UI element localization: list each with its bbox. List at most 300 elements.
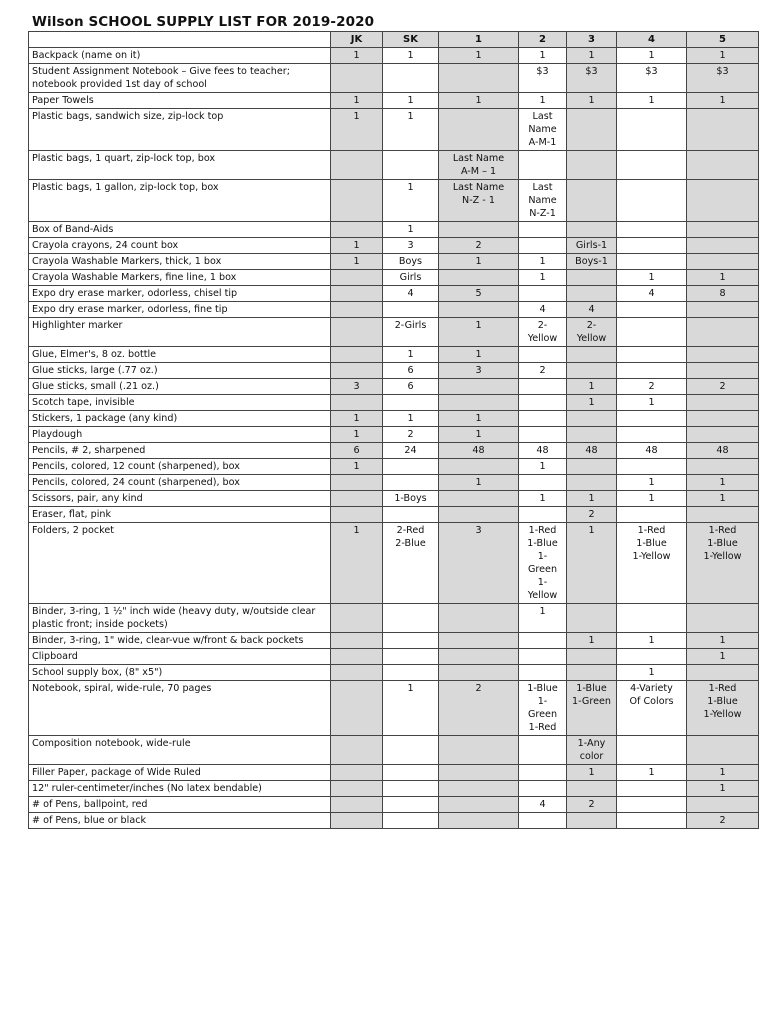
table-row — [29, 427, 759, 443]
supply-item-name: Expo dry erase marker, odorless, fine tip — [29, 302, 331, 318]
quantity-cell: 48 — [687, 443, 759, 459]
quantity-cell — [687, 254, 759, 270]
supply-item-name: Highlighter marker — [29, 318, 331, 347]
quantity-cell — [687, 736, 759, 765]
quantity-cell: 1 — [567, 765, 617, 781]
quantity-cell — [687, 302, 759, 318]
quantity-cell: 1 — [519, 491, 567, 507]
quantity-cell — [687, 109, 759, 151]
table-row — [29, 491, 759, 507]
quantity-cell: 6 — [383, 363, 439, 379]
supply-item-name: # of Pens, ballpoint, red — [29, 797, 331, 813]
quantity-cell — [687, 427, 759, 443]
quantity-cell: 1 — [519, 459, 567, 475]
quantity-cell — [617, 604, 687, 633]
supply-item-name: School supply box, (8" x5") — [29, 665, 331, 681]
quantity-cell: 3 — [439, 523, 519, 604]
supply-item-name: Pencils, # 2, sharpened — [29, 443, 331, 459]
quantity-cell: 1 — [383, 411, 439, 427]
quantity-cell: 48 — [617, 443, 687, 459]
quantity-cell: 1 — [687, 765, 759, 781]
quantity-cell — [519, 427, 567, 443]
quantity-cell: 4-Variety Of Colors — [617, 681, 687, 736]
quantity-cell — [617, 238, 687, 254]
supply-table — [28, 31, 759, 829]
quantity-cell — [519, 395, 567, 411]
quantity-cell — [687, 347, 759, 363]
quantity-cell — [383, 781, 439, 797]
supply-item-name: Pencils, colored, 12 count (sharpened), box — [29, 459, 331, 475]
table-row — [29, 379, 759, 395]
quantity-cell — [331, 781, 383, 797]
quantity-cell — [331, 286, 383, 302]
supply-item-name: Composition notebook, wide-rule — [29, 736, 331, 765]
quantity-cell: 1 — [383, 681, 439, 736]
quantity-cell: Last Name N-Z-1 — [519, 180, 567, 222]
quantity-cell — [331, 302, 383, 318]
quantity-cell — [567, 347, 617, 363]
quantity-cell — [567, 411, 617, 427]
table-row — [29, 395, 759, 411]
quantity-cell — [617, 781, 687, 797]
supply-item-name: Box of Band-Aids — [29, 222, 331, 238]
quantity-cell — [617, 813, 687, 829]
quantity-cell: 1 — [439, 475, 519, 491]
table-row — [29, 286, 759, 302]
supply-item-name: Crayola crayons, 24 count box — [29, 238, 331, 254]
quantity-cell — [383, 64, 439, 93]
quantity-cell: 6 — [331, 443, 383, 459]
quantity-cell — [331, 813, 383, 829]
quantity-cell — [439, 507, 519, 523]
quantity-cell — [519, 151, 567, 180]
quantity-cell — [567, 649, 617, 665]
quantity-cell: 1 — [439, 411, 519, 427]
header-grade: 5 — [687, 32, 759, 48]
quantity-cell — [617, 411, 687, 427]
quantity-cell: 2 — [439, 681, 519, 736]
table-row — [29, 475, 759, 491]
table-row — [29, 765, 759, 781]
table-row — [29, 649, 759, 665]
quantity-cell: 1 — [439, 347, 519, 363]
quantity-cell: 1 — [331, 93, 383, 109]
quantity-cell — [439, 379, 519, 395]
quantity-cell: 1 — [617, 270, 687, 286]
supply-item-name: Glue, Elmer's, 8 oz. bottle — [29, 347, 331, 363]
quantity-cell — [617, 347, 687, 363]
supply-item-name: Folders, 2 pocket — [29, 523, 331, 604]
quantity-cell — [617, 318, 687, 347]
table-row — [29, 665, 759, 681]
quantity-cell — [439, 604, 519, 633]
quantity-cell: 1 — [331, 48, 383, 64]
quantity-cell: 1-Any color — [567, 736, 617, 765]
quantity-cell — [617, 363, 687, 379]
quantity-cell: 1 — [687, 633, 759, 649]
quantity-cell: 1-Boys — [383, 491, 439, 507]
quantity-cell — [687, 180, 759, 222]
quantity-cell — [567, 604, 617, 633]
quantity-cell — [439, 109, 519, 151]
quantity-cell: 1-Blue 1-Green — [567, 681, 617, 736]
supply-item-name: Scissors, pair, any kind — [29, 491, 331, 507]
quantity-cell — [617, 427, 687, 443]
quantity-cell — [617, 254, 687, 270]
table-row — [29, 93, 759, 109]
quantity-cell — [617, 459, 687, 475]
table-row — [29, 443, 759, 459]
quantity-cell — [687, 222, 759, 238]
table-row — [29, 318, 759, 347]
quantity-cell: 2 — [687, 813, 759, 829]
supply-item-name: Notebook, spiral, wide-rule, 70 pages — [29, 681, 331, 736]
table-row — [29, 109, 759, 151]
quantity-cell: 1 — [567, 395, 617, 411]
table-row — [29, 347, 759, 363]
quantity-cell — [567, 363, 617, 379]
quantity-cell: 1 — [383, 222, 439, 238]
quantity-cell: 5 — [439, 286, 519, 302]
supply-item-name: Expo dry erase marker, odorless, chisel tip — [29, 286, 331, 302]
quantity-cell: 1 — [617, 633, 687, 649]
quantity-cell: 2 — [519, 363, 567, 379]
quantity-cell: $3 — [567, 64, 617, 93]
quantity-cell — [687, 665, 759, 681]
table-row — [29, 180, 759, 222]
quantity-cell — [439, 459, 519, 475]
quantity-cell — [567, 270, 617, 286]
quantity-cell — [383, 151, 439, 180]
supply-list-page — [28, 14, 758, 829]
supply-item-name: # of Pens, blue or black — [29, 813, 331, 829]
quantity-cell: 1 — [567, 93, 617, 109]
quantity-cell: $3 — [617, 64, 687, 93]
quantity-cell: Last Name N-Z - 1 — [439, 180, 519, 222]
quantity-cell — [383, 633, 439, 649]
quantity-cell — [439, 270, 519, 286]
quantity-cell: 1 — [617, 93, 687, 109]
quantity-cell: 4 — [519, 797, 567, 813]
supply-item-name: Stickers, 1 package (any kind) — [29, 411, 331, 427]
quantity-cell: 1 — [567, 48, 617, 64]
quantity-cell: 1 — [687, 781, 759, 797]
table-row — [29, 507, 759, 523]
quantity-cell — [331, 797, 383, 813]
quantity-cell: 1 — [519, 48, 567, 64]
quantity-cell — [331, 270, 383, 286]
quantity-cell: $3 — [519, 64, 567, 93]
quantity-cell: 2 — [687, 379, 759, 395]
table-row — [29, 813, 759, 829]
table-row — [29, 523, 759, 604]
quantity-cell: 1 — [687, 93, 759, 109]
quantity-cell: 2 — [439, 238, 519, 254]
table-row — [29, 151, 759, 180]
quantity-cell — [519, 411, 567, 427]
quantity-cell — [383, 507, 439, 523]
quantity-cell — [331, 347, 383, 363]
header-item — [29, 32, 331, 48]
quantity-cell — [383, 302, 439, 318]
supply-item-name: 12" ruler-centimeter/inches (No latex bendable) — [29, 781, 331, 797]
table-row — [29, 270, 759, 286]
quantity-cell: 1 — [617, 475, 687, 491]
quantity-cell: 2-Red 2-Blue — [383, 523, 439, 604]
quantity-cell — [617, 507, 687, 523]
quantity-cell — [331, 363, 383, 379]
quantity-cell: Boys-1 — [567, 254, 617, 270]
quantity-cell — [331, 681, 383, 736]
table-row — [29, 238, 759, 254]
quantity-cell: Girls — [383, 270, 439, 286]
quantity-cell — [567, 459, 617, 475]
header-grade: 4 — [617, 32, 687, 48]
quantity-cell: 4 — [567, 302, 617, 318]
supply-item-name: Plastic bags, 1 gallon, zip-lock top, box — [29, 180, 331, 222]
quantity-cell: 1 — [439, 93, 519, 109]
header-row — [29, 32, 759, 48]
quantity-cell — [617, 736, 687, 765]
quantity-cell — [687, 411, 759, 427]
supply-item-name: Glue sticks, small (.21 oz.) — [29, 379, 331, 395]
quantity-cell — [519, 765, 567, 781]
quantity-cell — [331, 222, 383, 238]
quantity-cell: 1 — [383, 48, 439, 64]
quantity-cell — [331, 665, 383, 681]
quantity-cell: 1 — [383, 109, 439, 151]
quantity-cell — [331, 736, 383, 765]
quantity-cell: $3 — [687, 64, 759, 93]
quantity-cell: 1 — [687, 475, 759, 491]
quantity-cell — [519, 286, 567, 302]
supply-item-name: Playdough — [29, 427, 331, 443]
quantity-cell — [617, 302, 687, 318]
quantity-cell: 48 — [567, 443, 617, 459]
quantity-cell — [567, 286, 617, 302]
supply-item-name: Filler Paper, package of Wide Ruled — [29, 765, 331, 781]
quantity-cell — [331, 151, 383, 180]
quantity-cell — [567, 813, 617, 829]
quantity-cell — [331, 475, 383, 491]
quantity-cell — [519, 736, 567, 765]
table-row — [29, 64, 759, 93]
supply-item-name: Binder, 3-ring, 1" wide, clear-vue w/front & back pockets — [29, 633, 331, 649]
quantity-cell: 2 — [567, 797, 617, 813]
quantity-cell: 1-Red 1-Blue 1-Yellow — [687, 523, 759, 604]
quantity-cell — [687, 238, 759, 254]
page-title: Wilson SCHOOL SUPPLY LIST FOR 2019-2020 — [32, 14, 375, 30]
quantity-cell: 4 — [617, 286, 687, 302]
quantity-cell: 1 — [439, 427, 519, 443]
quantity-cell: 1 — [383, 93, 439, 109]
table-row — [29, 604, 759, 633]
quantity-cell: 1 — [331, 411, 383, 427]
quantity-cell: 8 — [687, 286, 759, 302]
quantity-cell: Last Name A-M-1 — [519, 109, 567, 151]
quantity-cell: 1-Red 1-Blue 1-Yellow — [617, 523, 687, 604]
quantity-cell — [519, 238, 567, 254]
quantity-cell — [383, 665, 439, 681]
quantity-cell — [567, 109, 617, 151]
quantity-cell: 48 — [439, 443, 519, 459]
quantity-cell — [439, 64, 519, 93]
supply-item-name: Pencils, colored, 24 count (sharpened), box — [29, 475, 331, 491]
quantity-cell: 1 — [567, 523, 617, 604]
quantity-cell: Girls-1 — [567, 238, 617, 254]
quantity-cell — [439, 222, 519, 238]
quantity-cell — [383, 395, 439, 411]
quantity-cell: 1 — [617, 665, 687, 681]
quantity-cell: 1 — [687, 48, 759, 64]
quantity-cell: 48 — [519, 443, 567, 459]
quantity-cell — [439, 395, 519, 411]
quantity-cell — [567, 427, 617, 443]
table-row — [29, 48, 759, 64]
quantity-cell — [331, 604, 383, 633]
quantity-cell — [567, 180, 617, 222]
quantity-cell: 2 — [567, 507, 617, 523]
table-row — [29, 411, 759, 427]
quantity-cell — [567, 781, 617, 797]
quantity-cell — [567, 665, 617, 681]
quantity-cell — [439, 781, 519, 797]
quantity-cell — [439, 649, 519, 665]
quantity-cell — [383, 459, 439, 475]
supply-item-name: Paper Towels — [29, 93, 331, 109]
quantity-cell: 6 — [383, 379, 439, 395]
quantity-cell: 1 — [383, 347, 439, 363]
quantity-cell — [383, 765, 439, 781]
quantity-cell — [331, 395, 383, 411]
quantity-cell — [331, 180, 383, 222]
table-row — [29, 781, 759, 797]
quantity-cell: 3 — [383, 238, 439, 254]
quantity-cell — [519, 222, 567, 238]
quantity-cell: 1 — [519, 604, 567, 633]
supply-item-name: Crayola Washable Markers, fine line, 1 box — [29, 270, 331, 286]
quantity-cell — [439, 736, 519, 765]
quantity-cell — [331, 507, 383, 523]
quantity-cell — [567, 475, 617, 491]
quantity-cell — [519, 649, 567, 665]
quantity-cell: 1 — [567, 633, 617, 649]
table-row — [29, 459, 759, 475]
quantity-cell: Last Name A-M – 1 — [439, 151, 519, 180]
quantity-cell — [331, 765, 383, 781]
quantity-cell — [617, 151, 687, 180]
quantity-cell — [439, 797, 519, 813]
quantity-cell — [519, 633, 567, 649]
quantity-cell — [687, 507, 759, 523]
quantity-cell: 1 — [687, 491, 759, 507]
quantity-cell — [567, 222, 617, 238]
quantity-cell: 2 — [617, 379, 687, 395]
table-row — [29, 633, 759, 649]
quantity-cell: 1 — [331, 523, 383, 604]
quantity-cell — [331, 491, 383, 507]
quantity-cell — [383, 813, 439, 829]
quantity-cell — [687, 318, 759, 347]
header-grade: SK — [383, 32, 439, 48]
quantity-cell: 1 — [383, 180, 439, 222]
quantity-cell — [617, 797, 687, 813]
quantity-cell — [519, 379, 567, 395]
quantity-cell — [617, 649, 687, 665]
quantity-cell — [617, 222, 687, 238]
quantity-cell: 1 — [439, 254, 519, 270]
supply-item-name: Glue sticks, large (.77 oz.) — [29, 363, 331, 379]
quantity-cell — [439, 491, 519, 507]
quantity-cell: 1 — [331, 459, 383, 475]
quantity-cell: 1-Red 1-Blue 1- Green 1- Yellow — [519, 523, 567, 604]
quantity-cell: 1 — [331, 427, 383, 443]
quantity-cell: 1 — [567, 379, 617, 395]
quantity-cell — [439, 665, 519, 681]
supply-item-name: Scotch tape, invisible — [29, 395, 331, 411]
table-row — [29, 363, 759, 379]
quantity-cell — [331, 633, 383, 649]
table-row — [29, 681, 759, 736]
header-grade: 1 — [439, 32, 519, 48]
quantity-cell — [687, 363, 759, 379]
quantity-cell: 1 — [617, 491, 687, 507]
quantity-cell: 3 — [331, 379, 383, 395]
quantity-cell: 1-Red 1-Blue 1-Yellow — [687, 681, 759, 736]
quantity-cell — [687, 459, 759, 475]
supply-item-name: Crayola Washable Markers, thick, 1 box — [29, 254, 331, 270]
supply-item-name: Clipboard — [29, 649, 331, 665]
quantity-cell — [617, 109, 687, 151]
quantity-cell — [331, 649, 383, 665]
quantity-cell — [519, 475, 567, 491]
header-grade: 3 — [567, 32, 617, 48]
quantity-cell — [331, 64, 383, 93]
supply-item-name: Plastic bags, 1 quart, zip-lock top, box — [29, 151, 331, 180]
quantity-cell — [383, 797, 439, 813]
quantity-cell: 1 — [439, 318, 519, 347]
quantity-cell: 2-Girls — [383, 318, 439, 347]
table-row — [29, 302, 759, 318]
supply-item-name: Student Assignment Notebook – Give fees to teacher; notebook provided 1st day of school — [29, 64, 331, 93]
quantity-cell — [383, 649, 439, 665]
quantity-cell — [617, 180, 687, 222]
table-row — [29, 222, 759, 238]
quantity-cell: 1 — [519, 254, 567, 270]
quantity-cell: Boys — [383, 254, 439, 270]
quantity-cell — [519, 813, 567, 829]
quantity-cell: 1 — [331, 238, 383, 254]
quantity-cell: 1 — [617, 48, 687, 64]
quantity-cell: 1 — [439, 48, 519, 64]
quantity-cell: 1 — [687, 270, 759, 286]
quantity-cell: 3 — [439, 363, 519, 379]
table-row — [29, 797, 759, 813]
quantity-cell — [519, 665, 567, 681]
quantity-cell: 1 — [519, 93, 567, 109]
quantity-cell: 1-Blue 1- Green 1-Red — [519, 681, 567, 736]
table-row — [29, 254, 759, 270]
quantity-cell — [687, 797, 759, 813]
quantity-cell — [687, 395, 759, 411]
supply-item-name: Plastic bags, sandwich size, zip-lock top — [29, 109, 331, 151]
quantity-cell: 1 — [567, 491, 617, 507]
quantity-cell — [519, 781, 567, 797]
supply-item-name: Binder, 3-ring, 1 ½" inch wide (heavy duty, w/outside clear plastic front; inside pockets) — [29, 604, 331, 633]
quantity-cell — [331, 318, 383, 347]
quantity-cell — [519, 347, 567, 363]
quantity-cell — [439, 813, 519, 829]
